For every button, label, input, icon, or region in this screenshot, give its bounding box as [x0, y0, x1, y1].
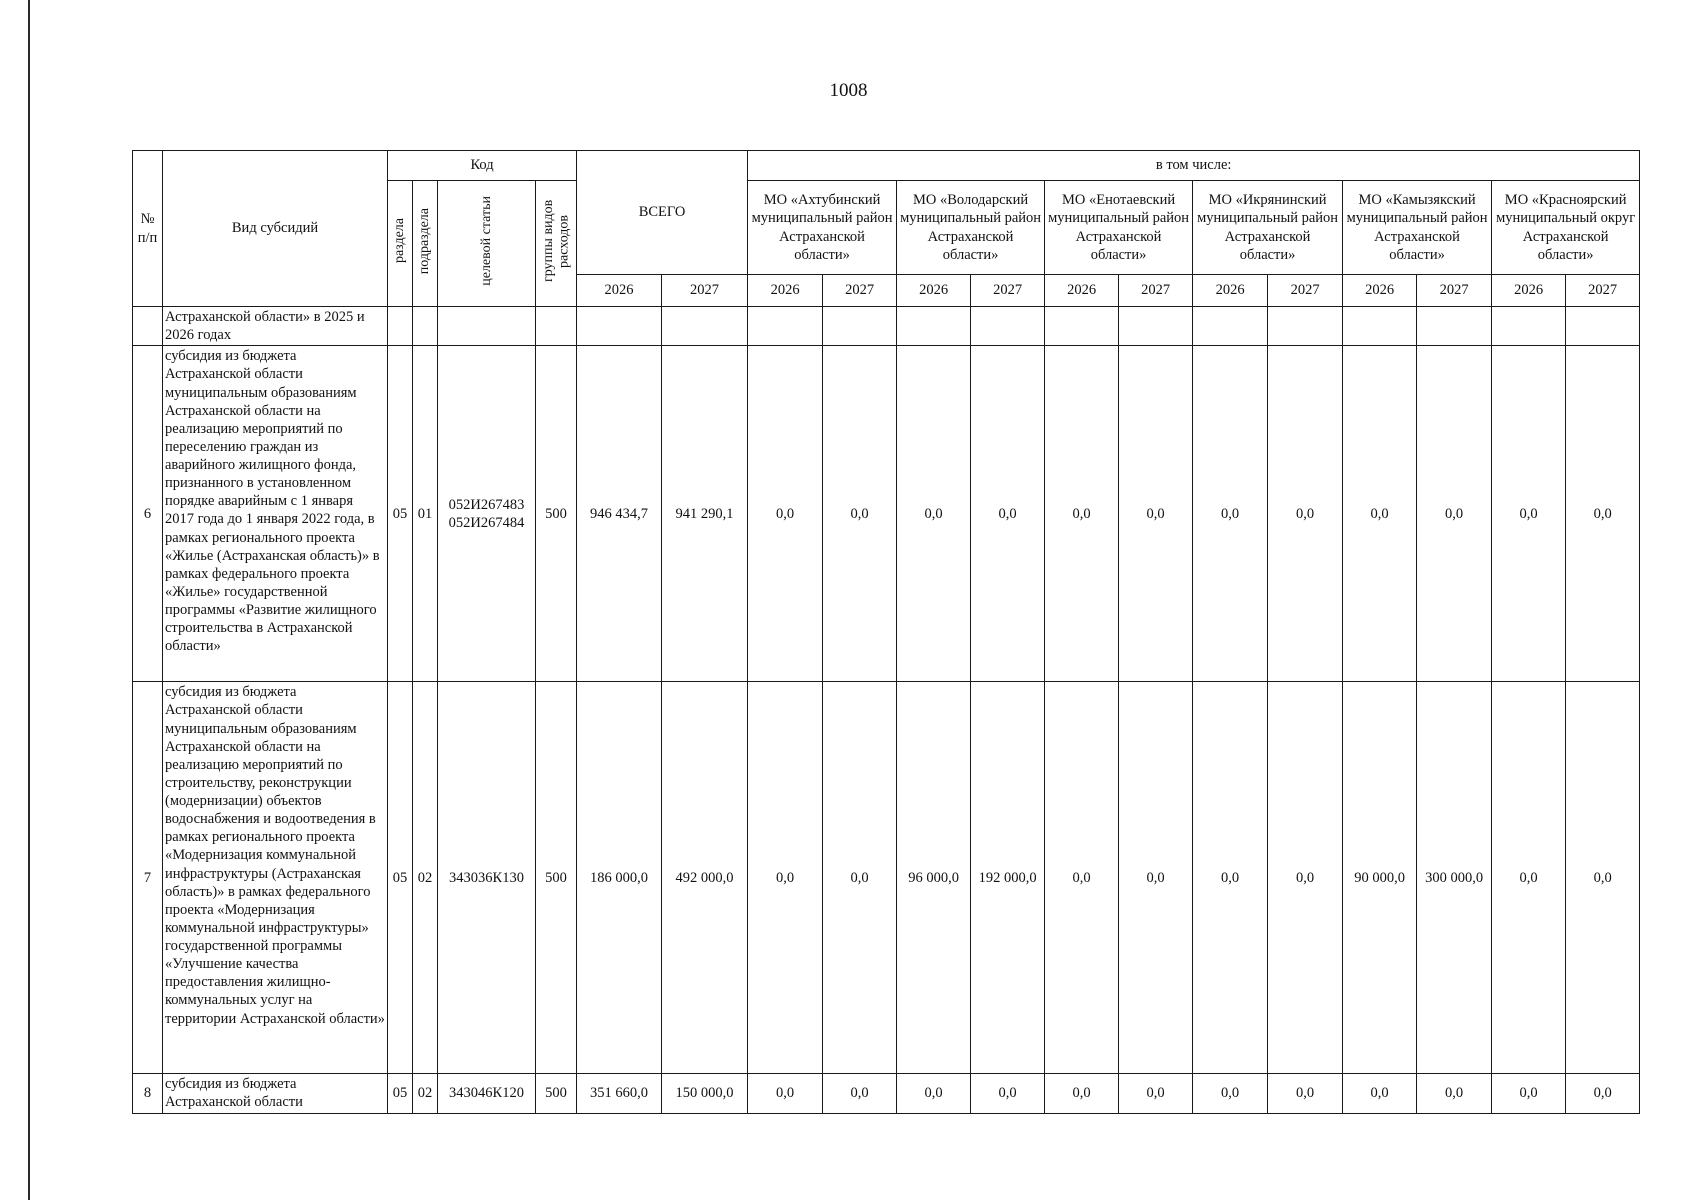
header-municipality: МО «Енотаевский муниципальный район Астраханской области» [1045, 181, 1193, 275]
subsection-code [413, 307, 438, 346]
municipality-value: 0,0 [1193, 682, 1268, 1074]
section-code [388, 307, 413, 346]
row-number [133, 307, 163, 346]
municipality-value: 90 000,0 [1343, 682, 1417, 1074]
municipality-value: 300 000,0 [1417, 682, 1492, 1074]
header-year: 2026 [1193, 275, 1268, 307]
header-num: № п/п [133, 151, 163, 307]
municipality-value: 0,0 [823, 682, 897, 1074]
municipality-value: 0,0 [748, 682, 823, 1074]
row-number: 8 [133, 1074, 163, 1113]
municipality-value [971, 307, 1045, 346]
row-number: 6 [133, 346, 163, 682]
municipality-value: 0,0 [1268, 346, 1343, 682]
municipality-value [748, 307, 823, 346]
group-code: 500 [536, 682, 577, 1074]
section-code: 05 [388, 346, 413, 682]
header-year: 2027 [971, 275, 1045, 307]
municipality-value: 0,0 [823, 1074, 897, 1113]
municipality-value: 0,0 [1045, 1074, 1119, 1113]
subsidy-name: Астраханской области» в 2025 и 2026 годах [163, 307, 388, 346]
municipality-value: 192 000,0 [971, 682, 1045, 1074]
subsidies-table [132, 150, 1640, 1114]
municipality-value: 0,0 [1492, 1074, 1566, 1113]
header-year: 2027 [1417, 275, 1492, 307]
header-municipality: МО «Красноярский муниципальный округ Астраханской области» [1492, 181, 1640, 275]
municipality-value: 0,0 [1343, 1074, 1417, 1113]
municipality-value: 0,0 [1119, 682, 1193, 1074]
header-year: 2026 [897, 275, 971, 307]
header-year: 2027 [1119, 275, 1193, 307]
municipality-value [1492, 307, 1566, 346]
municipality-value [1343, 307, 1417, 346]
total-value: 941 290,1 [662, 346, 748, 682]
municipality-value: 0,0 [1417, 346, 1492, 682]
municipality-value [1268, 307, 1343, 346]
municipality-value: 0,0 [1417, 1074, 1492, 1113]
municipality-value: 0,0 [1492, 346, 1566, 682]
municipality-value: 0,0 [1268, 682, 1343, 1074]
municipality-value [1119, 307, 1193, 346]
table-row [133, 682, 1640, 1074]
header-target: целевой статьи [438, 181, 536, 307]
municipality-value [823, 307, 897, 346]
total-value [577, 307, 662, 346]
header-code: Код [388, 151, 577, 181]
municipality-value: 0,0 [897, 1074, 971, 1113]
municipality-value: 0,0 [1045, 346, 1119, 682]
group-code: 500 [536, 1074, 577, 1113]
total-value: 186 000,0 [577, 682, 662, 1074]
header-municipality: МО «Камызякский муниципальный район Астраханской области» [1343, 181, 1492, 275]
header-year: 2026 [1045, 275, 1119, 307]
subsection-code: 02 [413, 1074, 438, 1113]
municipality-value: 0,0 [897, 346, 971, 682]
header-total: ВСЕГО [577, 151, 748, 275]
municipality-value: 0,0 [971, 346, 1045, 682]
header-year: 2027 [662, 275, 748, 307]
municipality-value: 0,0 [1566, 346, 1640, 682]
table-row [133, 307, 1640, 346]
header-municipality: МО «Ахтубинский муниципальный район Астраханской области» [748, 181, 897, 275]
margin-line [28, 0, 30, 1200]
header-year: 2026 [748, 275, 823, 307]
municipality-value [1417, 307, 1492, 346]
header-year: 2027 [1268, 275, 1343, 307]
municipality-value [897, 307, 971, 346]
municipality-value: 0,0 [971, 1074, 1045, 1113]
header-municipality: МО «Икрянинский муниципальный район Астраханской области» [1193, 181, 1343, 275]
target-code: 343046К120 [438, 1074, 536, 1113]
header-municipality: МО «Володарский муниципальный район Астраханской области» [897, 181, 1045, 275]
section-code: 05 [388, 1074, 413, 1113]
total-value: 150 000,0 [662, 1074, 748, 1113]
municipality-value: 0,0 [1119, 1074, 1193, 1113]
municipality-value [1566, 307, 1640, 346]
total-value: 351 660,0 [577, 1074, 662, 1113]
municipality-value: 0,0 [1566, 682, 1640, 1074]
page-number: 1008 [829, 80, 868, 101]
target-code [438, 307, 536, 346]
table-row [133, 346, 1640, 682]
header-kind: Вид субсидий [163, 151, 388, 307]
total-value: 946 434,7 [577, 346, 662, 682]
municipality-value: 0,0 [748, 346, 823, 682]
header-subsection: подраздела [413, 181, 438, 307]
header-including: в том числе: [748, 151, 1640, 181]
total-value: 492 000,0 [662, 682, 748, 1074]
group-code: 500 [536, 346, 577, 682]
municipality-value: 0,0 [1193, 346, 1268, 682]
target-code: 343036К130 [438, 682, 536, 1074]
subsidy-name: субсидия из бюджета Астраханской области муниципальным образованиям Астраханской области на реализацию мероприятий по строительству, реконструкции (модернизации) объектов водоснабжения и водоотведения в рамках регионального проекта «Модернизация коммунальной инфраструктуры (Астраханская область)» в рамках федерального проекта «Модернизация коммунальной инфраструктуры» государственной программы «Улучшение качества предоставления жилищно-коммунальных услуг на территории Астраханской области» [163, 682, 388, 1074]
subsidy-name: субсидия из бюджета Астраханской области [163, 1074, 388, 1113]
row-number: 7 [133, 682, 163, 1074]
municipality-value: 0,0 [1193, 1074, 1268, 1113]
municipality-value: 0,0 [1492, 682, 1566, 1074]
target-code: 052И267483 052И267484 [438, 346, 536, 682]
total-value [662, 307, 748, 346]
municipality-value: 0,0 [1566, 1074, 1640, 1113]
municipality-value [1193, 307, 1268, 346]
group-code [536, 307, 577, 346]
header-year: 2027 [1566, 275, 1640, 307]
header-groups: группы видов расходов [536, 181, 577, 307]
header-year: 2026 [1343, 275, 1417, 307]
subsection-code: 02 [413, 682, 438, 1074]
subsidy-name: субсидия из бюджета Астраханской области муниципальным образованиям Астраханской области на реализацию мероприятий по переселению граждан из аварийного жилищного фонда, признанного в установленном порядке аварийным с 1 января 2017 года до 1 января 2022 года, в рамках регионального проекта «Жилье (Астраханская область)» в рамках федерального проекта «Жилье» государственной программы «Развитие жилищного строительства в Астраханской области» [163, 346, 388, 682]
subsection-code: 01 [413, 346, 438, 682]
header-year: 2026 [577, 275, 662, 307]
municipality-value: 0,0 [1343, 346, 1417, 682]
municipality-value [1045, 307, 1119, 346]
municipality-value: 0,0 [1045, 682, 1119, 1074]
header-section: раздела [388, 181, 413, 307]
table-row [133, 1074, 1640, 1113]
municipality-value: 96 000,0 [897, 682, 971, 1074]
header-year: 2026 [1492, 275, 1566, 307]
section-code: 05 [388, 682, 413, 1074]
municipality-value: 0,0 [748, 1074, 823, 1113]
header-year: 2027 [823, 275, 897, 307]
municipality-value: 0,0 [1119, 346, 1193, 682]
municipality-value: 0,0 [1268, 1074, 1343, 1113]
municipality-value: 0,0 [823, 346, 897, 682]
